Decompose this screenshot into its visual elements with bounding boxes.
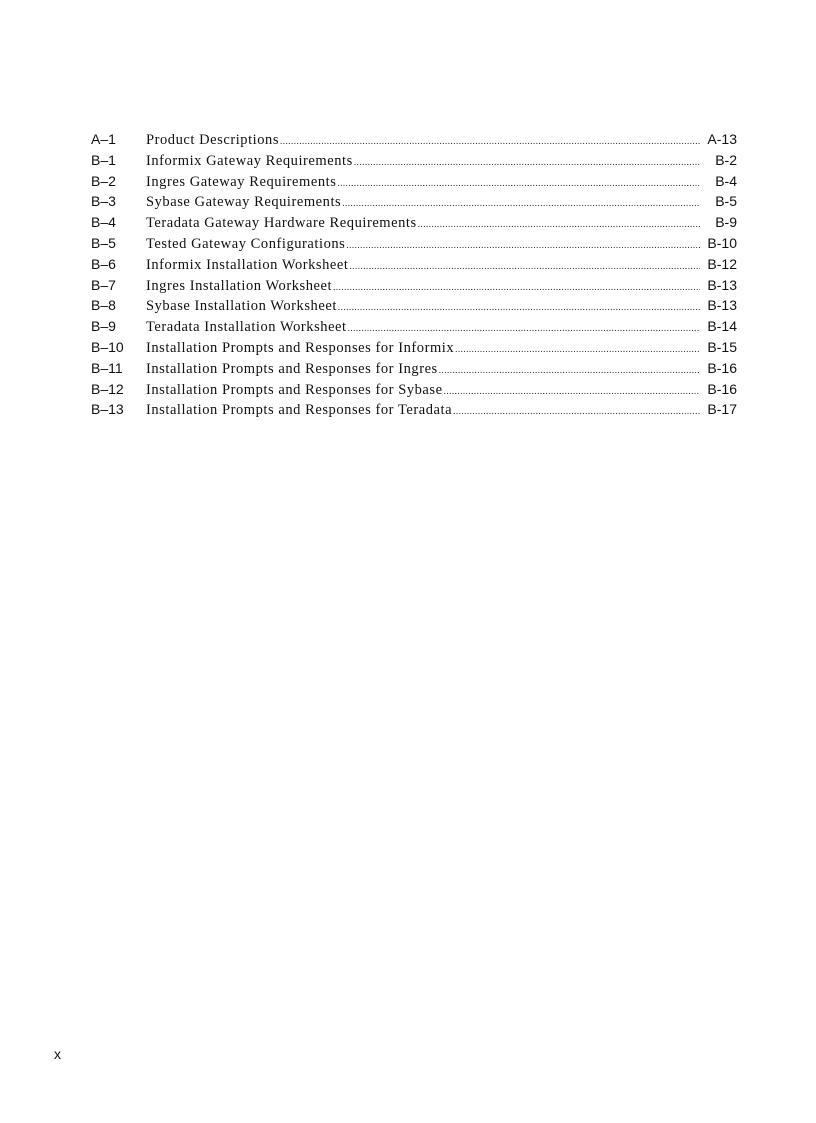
table-title: Ingres Gateway Requirements — [146, 173, 337, 190]
toc-entry[interactable] — [91, 381, 737, 402]
page-reference: B-17 — [707, 401, 737, 418]
page-reference: B-16 — [707, 380, 737, 397]
toc-entry[interactable] — [91, 360, 737, 381]
table-number: B–6 — [91, 255, 116, 272]
table-number: B–8 — [91, 297, 116, 314]
table-number: B–13 — [91, 401, 124, 418]
toc-entry[interactable] — [91, 214, 737, 235]
dot-leader — [346, 240, 700, 250]
table-number: B–5 — [91, 234, 116, 251]
page-reference: B-15 — [707, 338, 737, 355]
dot-leader — [453, 406, 700, 416]
table-title: Tested Gateway Configurations — [146, 235, 346, 252]
table-number: B–9 — [91, 318, 116, 335]
table-number: B–12 — [91, 380, 124, 397]
toc-entry[interactable] — [91, 193, 737, 214]
table-title: Sybase Installation Worksheet — [146, 298, 337, 315]
toc-entry[interactable] — [91, 256, 737, 277]
table-number: B–11 — [91, 359, 123, 376]
dot-leader — [444, 386, 700, 396]
page-reference: B-16 — [707, 359, 737, 376]
table-title: Installation Prompts and Responses for Teradata — [146, 402, 453, 419]
page-reference: B-9 — [715, 214, 737, 231]
page-reference: B-13 — [707, 276, 737, 293]
page-reference: B-5 — [715, 193, 737, 210]
table-number: B–1 — [91, 151, 116, 168]
table-title: Informix Installation Worksheet — [146, 256, 349, 273]
dot-leader — [342, 198, 700, 208]
table-title: Teradata Gateway Hardware Requirements — [146, 215, 417, 232]
toc-entry[interactable] — [91, 152, 737, 173]
toc-entry[interactable] — [91, 339, 737, 360]
toc-entry[interactable] — [91, 318, 737, 339]
page-reference: B-4 — [715, 172, 737, 189]
toc-entry[interactable] — [91, 235, 737, 256]
table-title: Product Descriptions — [146, 132, 280, 148]
table-number: B–3 — [91, 193, 116, 210]
table-title: Installation Prompts and Responses for Informix — [146, 339, 455, 356]
page-reference: A-13 — [707, 131, 737, 147]
dot-leader — [333, 282, 700, 292]
table-title: Teradata Installation Worksheet — [146, 319, 347, 336]
table-title: Sybase Gateway Requirements — [146, 194, 342, 211]
table-number: A–1 — [91, 131, 116, 147]
table-number: B–2 — [91, 172, 116, 189]
dot-leader — [280, 136, 700, 146]
page-reference: B-2 — [715, 151, 737, 168]
page-reference: B-13 — [707, 297, 737, 314]
dot-leader — [455, 344, 700, 354]
page-number: x — [54, 1046, 61, 1062]
toc-entry[interactable] — [91, 277, 737, 298]
table-title: Installation Prompts and Responses for Sybase — [146, 381, 443, 398]
table-number: B–10 — [91, 338, 124, 355]
dot-leader — [338, 302, 700, 312]
toc-entry[interactable] — [91, 401, 737, 422]
table-list — [91, 131, 737, 422]
dot-leader — [337, 178, 700, 188]
table-title: Ingres Installation Worksheet — [146, 277, 333, 294]
page-reference: B-12 — [707, 255, 737, 272]
page-reference: B-10 — [707, 234, 737, 251]
dot-leader — [349, 261, 700, 271]
table-number: B–7 — [91, 276, 116, 293]
table-title: Installation Prompts and Responses for Ingres — [146, 360, 438, 377]
toc-entry[interactable] — [91, 131, 737, 152]
dot-leader — [418, 219, 700, 229]
table-number: B–4 — [91, 214, 116, 231]
toc-entry[interactable] — [91, 173, 737, 194]
page-reference: B-14 — [707, 318, 737, 335]
dot-leader — [439, 365, 700, 375]
dot-leader — [354, 157, 700, 167]
table-title: Informix Gateway Requirements — [146, 152, 353, 169]
toc-entry[interactable] — [91, 297, 737, 318]
dot-leader — [348, 323, 700, 333]
